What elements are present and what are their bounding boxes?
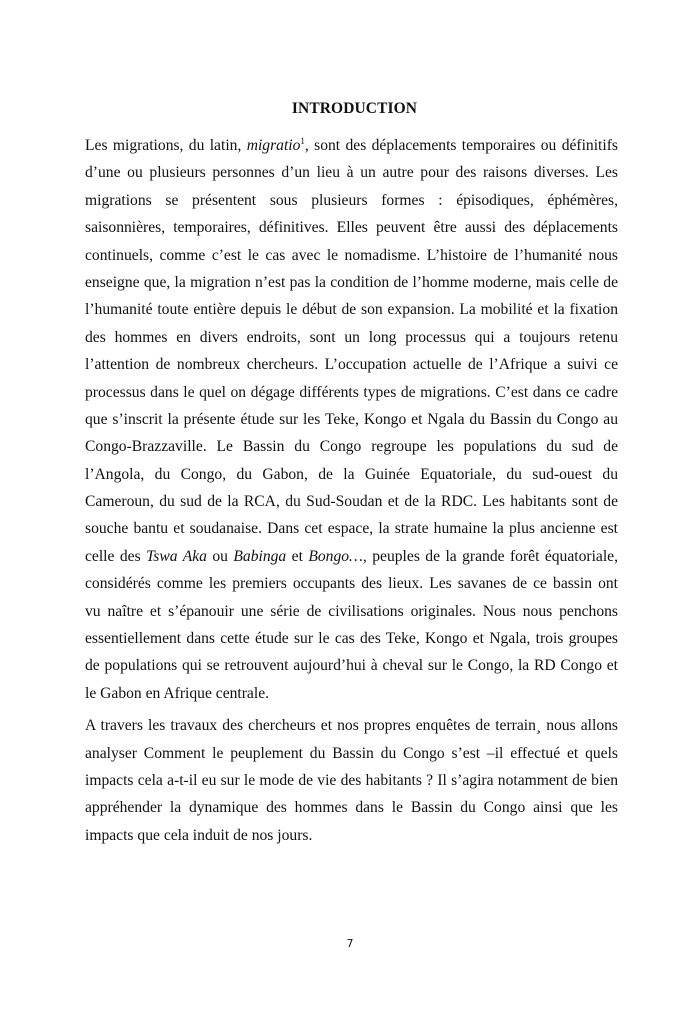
text-line: Cameroun, du sud de la RCA, du Sud-Soudan et de la RDC. Les habitants sont de xyxy=(85,493,618,511)
text-line: considérés comme les premiers occupants des lieux. Les savanes de ce bassin ont xyxy=(85,575,618,593)
body-text xyxy=(85,132,618,849)
text-line: l’attention de nombreux chercheurs. L’occupation actuelle de l’Afrique a suivi ce xyxy=(85,356,618,374)
page-number xyxy=(0,937,700,950)
text-line xyxy=(85,132,618,159)
text-line: enseigne que, la migration n’est pas la condition de l’homme moderne, mais celle de xyxy=(85,273,618,291)
italic-term: migratio xyxy=(246,137,301,154)
text-segment: celle des xyxy=(85,547,147,565)
italic-term: Bongo…, xyxy=(308,547,367,565)
text-line: analyser Comment le peuplement du Bassin du Congo s’est –il effectué et quels xyxy=(85,744,618,762)
text-line: Congo-Brazzaville. Le Bassin du Congo regroupe les populations du sud de xyxy=(85,438,618,456)
italic-term: Tswa Aka xyxy=(146,547,207,565)
paragraph-2 xyxy=(85,712,618,849)
text-line: que s’inscrit la présente étude sur les Teke, Kongo et Ngala du Bassin du Congo au xyxy=(85,410,618,428)
text-line: processus dans le quel on dégage différents types de migrations. C’est dans ce cadre xyxy=(85,383,618,401)
text-segment: , sont des déplacements temporaires ou définitifs xyxy=(304,137,618,154)
text-line: l’Angola, du Congo, du Gabon, de la Guinée Equatoriale, du sud-ouest du xyxy=(85,465,618,483)
text-segment: et xyxy=(286,547,309,565)
page-number-text: 7 xyxy=(346,937,354,950)
text-line: de populations qui se retrouvent aujourd’hui à cheval sur le Congo, la RD Congo et xyxy=(85,657,618,675)
text-line xyxy=(85,543,618,570)
text-line: impacts que cela induit de nos jours. xyxy=(85,826,313,844)
text-line: appréhender la dynamique des hommes dans le Bassin du Congo ainsi que les xyxy=(85,799,618,817)
paragraph-1 xyxy=(85,132,618,707)
text-line: continuels, comme c’est le cas avec le nomadisme. L’histoire de l’humanité nous xyxy=(85,246,618,264)
text-segment: Les migrations, du latin, xyxy=(85,137,247,154)
footnote-marker[interactable]: 1 xyxy=(300,136,305,146)
text-line: vu naître et s’épanouir une série de civilisations originales. Nous nous penchons xyxy=(85,602,618,620)
text-segment: ou xyxy=(206,547,234,565)
text-line: souche bantu et soudanaise. Dans cet espace, la strate humaine la plus ancienne est xyxy=(85,520,618,538)
text-segment: peuples de la grande forêt équatoriale, xyxy=(366,547,618,565)
text-line: le Gabon en Afrique centrale. xyxy=(85,684,270,702)
text-line: d’une ou plusieurs personnes d’un lieu à un autre pour des raisons diverses. Les xyxy=(85,164,618,182)
text-line: saisonnières, temporaires, définitives. Elles peuvent être aussi des déplacements xyxy=(85,219,618,237)
page-title-text: INTRODUCTION xyxy=(291,100,418,117)
text-line: impacts cela a-t-il eu sur le mode de vie des habitants ? Il s’agira notamment de bien xyxy=(85,771,618,789)
text-line: A travers les travaux des chercheurs et nos propres enquêtes de terrain¸ nous allons xyxy=(85,717,618,735)
page-title xyxy=(0,100,700,118)
italic-term: Babinga xyxy=(233,547,287,565)
text-line: des hommes en divers endroits, sont un long processus qui a toujours retenu xyxy=(85,328,618,346)
text-line: migrations se présentent sous plusieurs formes : épisodiques, éphémères, xyxy=(85,191,618,209)
text-line: essentiellement dans cette étude sur le cas des Teke, Kongo et Ngala, trois groupes xyxy=(85,630,618,648)
text-line: l’humanité toute entière depuis le début de son expansion. La mobilité et la fixation xyxy=(85,301,618,319)
